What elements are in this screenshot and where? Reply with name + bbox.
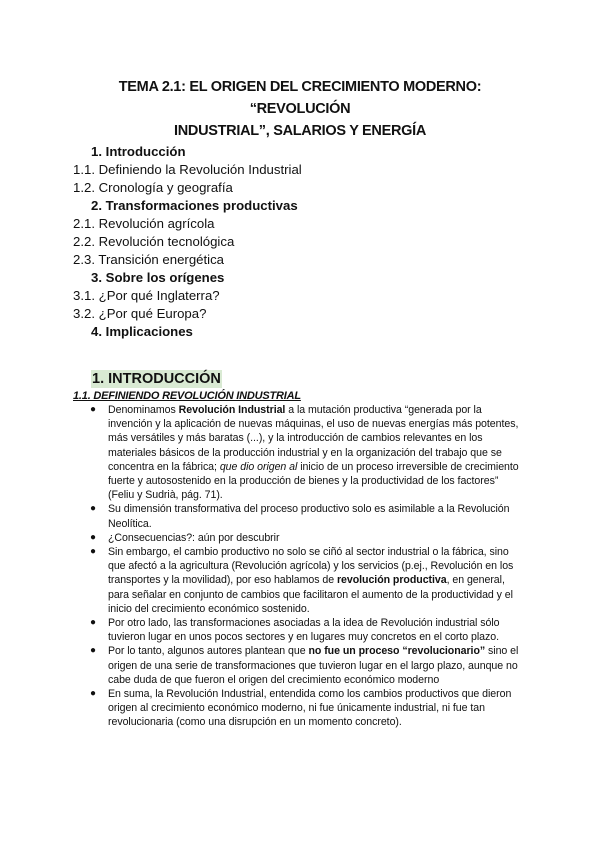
toc-item: 2.3. Transición energética <box>73 252 225 267</box>
toc-item: 3.1. ¿Por qué Inglaterra? <box>73 288 220 303</box>
text-run: Por lo tanto, algunos autores plantean que <box>108 645 309 658</box>
bullet-item <box>90 403 522 502</box>
toc-item: 1.1. Definiendo la Revolución Industrial <box>73 162 302 177</box>
toc-item: 3. Sobre los orígenes <box>91 270 225 285</box>
italic-text: que dio origen al <box>219 460 298 473</box>
bullet-dot-icon: ● <box>90 617 96 629</box>
bold-text: revolución productiva <box>336 574 447 587</box>
bullet-list <box>90 403 522 730</box>
bullet-item <box>90 531 522 545</box>
bullet-dot-icon: ● <box>90 688 96 700</box>
text-run: ¿Consecuencias?: aún por descubrir <box>108 531 280 544</box>
section-heading: 1. INTRODUCCIÓN <box>92 371 221 387</box>
toc-item: 2.2. Revolución tecnológica <box>73 234 235 249</box>
toc-item: 2. Transformaciones productivas <box>91 198 298 213</box>
bullet-dot-icon: ● <box>90 503 96 515</box>
bold-text: no fue un proceso “revolucionario” <box>308 645 486 658</box>
bullet-dot-icon: ● <box>90 404 96 415</box>
text-run: sino el origen de una serie de transformaciones que tuvieron lugar en el largo plazo, aunque no cabe duda de que fueron el origen del crecimiento económico moderno <box>108 645 519 686</box>
text-run: a la mutación productiva “generada por la invención y la aplicación de nuevas máquinas, el uso de nuevas energías más potentes, más versátiles y más baratas (...), y la introducción de cambios relevantes en los materiales básicos de la producción industrial y en la organización del trabajo que se concentra en la fábrica; <box>108 404 519 473</box>
text-run: Su dimensión transformativa del proceso productivo solo es asimilable a la Revolución Neolítica. <box>108 503 510 530</box>
text-run: Por otro lado, las transformaciones asociadas a la idea de Revolución industrial sólo tuvieron lugar en unos pocos sectores y en lugares muy concretos en el corto plazo. <box>108 617 500 644</box>
bullet-item <box>90 644 522 687</box>
bold-text: Revolución Industrial <box>178 404 286 416</box>
bullet-item <box>90 687 522 730</box>
bullet-item <box>90 502 522 530</box>
text-run: Denominamos <box>108 404 179 416</box>
text-run: inicio de un proceso irreversible de crecimiento fuerte y autosostenido en la producción de bienes y la productividad de los factores” (Feliu y Sudrià, pág. 71). <box>108 460 519 502</box>
bullet-dot-icon: ● <box>90 531 96 543</box>
toc-item: 2.1. Revolución agrícola <box>73 216 215 231</box>
text-run: Sin embargo, el cambio productivo no solo se ciñó al sector industrial o la fábrica, sino que afectó a la agricultura (Revolución agrícola) y los servicios (p.ej., Revolución en los transportes y la movilidad), por eso hablamos de <box>108 546 514 587</box>
title-line-2: INDUSTRIAL”, SALARIOS Y ENERGÍA <box>174 123 426 139</box>
title-line-1: TEMA 2.1: EL ORIGEN DEL CRECIMIENTO MODERNO: “REVOLUCIÓN <box>118 79 482 117</box>
bullet-dot-icon: ● <box>90 645 96 657</box>
toc-item: 3.2. ¿Por qué Europa? <box>73 306 207 321</box>
bullet-dot-icon: ● <box>90 546 96 558</box>
text-run: En suma, la Revolución Industrial, entendida como los cambios productivos que dieron origen al crecimiento económico moderno, ni fue únicamente industrial, ni fue tan revolucionaria (como una disrupción en un momento concreto). <box>108 688 512 729</box>
document-title <box>70 76 530 142</box>
subsection-heading: 1.1. DEFINIENDO REVOLUCIÓN INDUSTRIAL <box>73 390 301 402</box>
toc-item: 1. Introducción <box>91 144 186 159</box>
bullet-item <box>90 616 522 644</box>
toc-item: 4. Implicaciones <box>91 324 193 339</box>
toc-item: 1.2. Cronología y geografía <box>73 180 233 195</box>
text-run: , en general, para señalar en conjunto de cambios que facilitaron el aumento de la productividad y el inicio del crecimiento económico sostenido. <box>108 574 513 615</box>
bullet-item <box>90 545 522 616</box>
